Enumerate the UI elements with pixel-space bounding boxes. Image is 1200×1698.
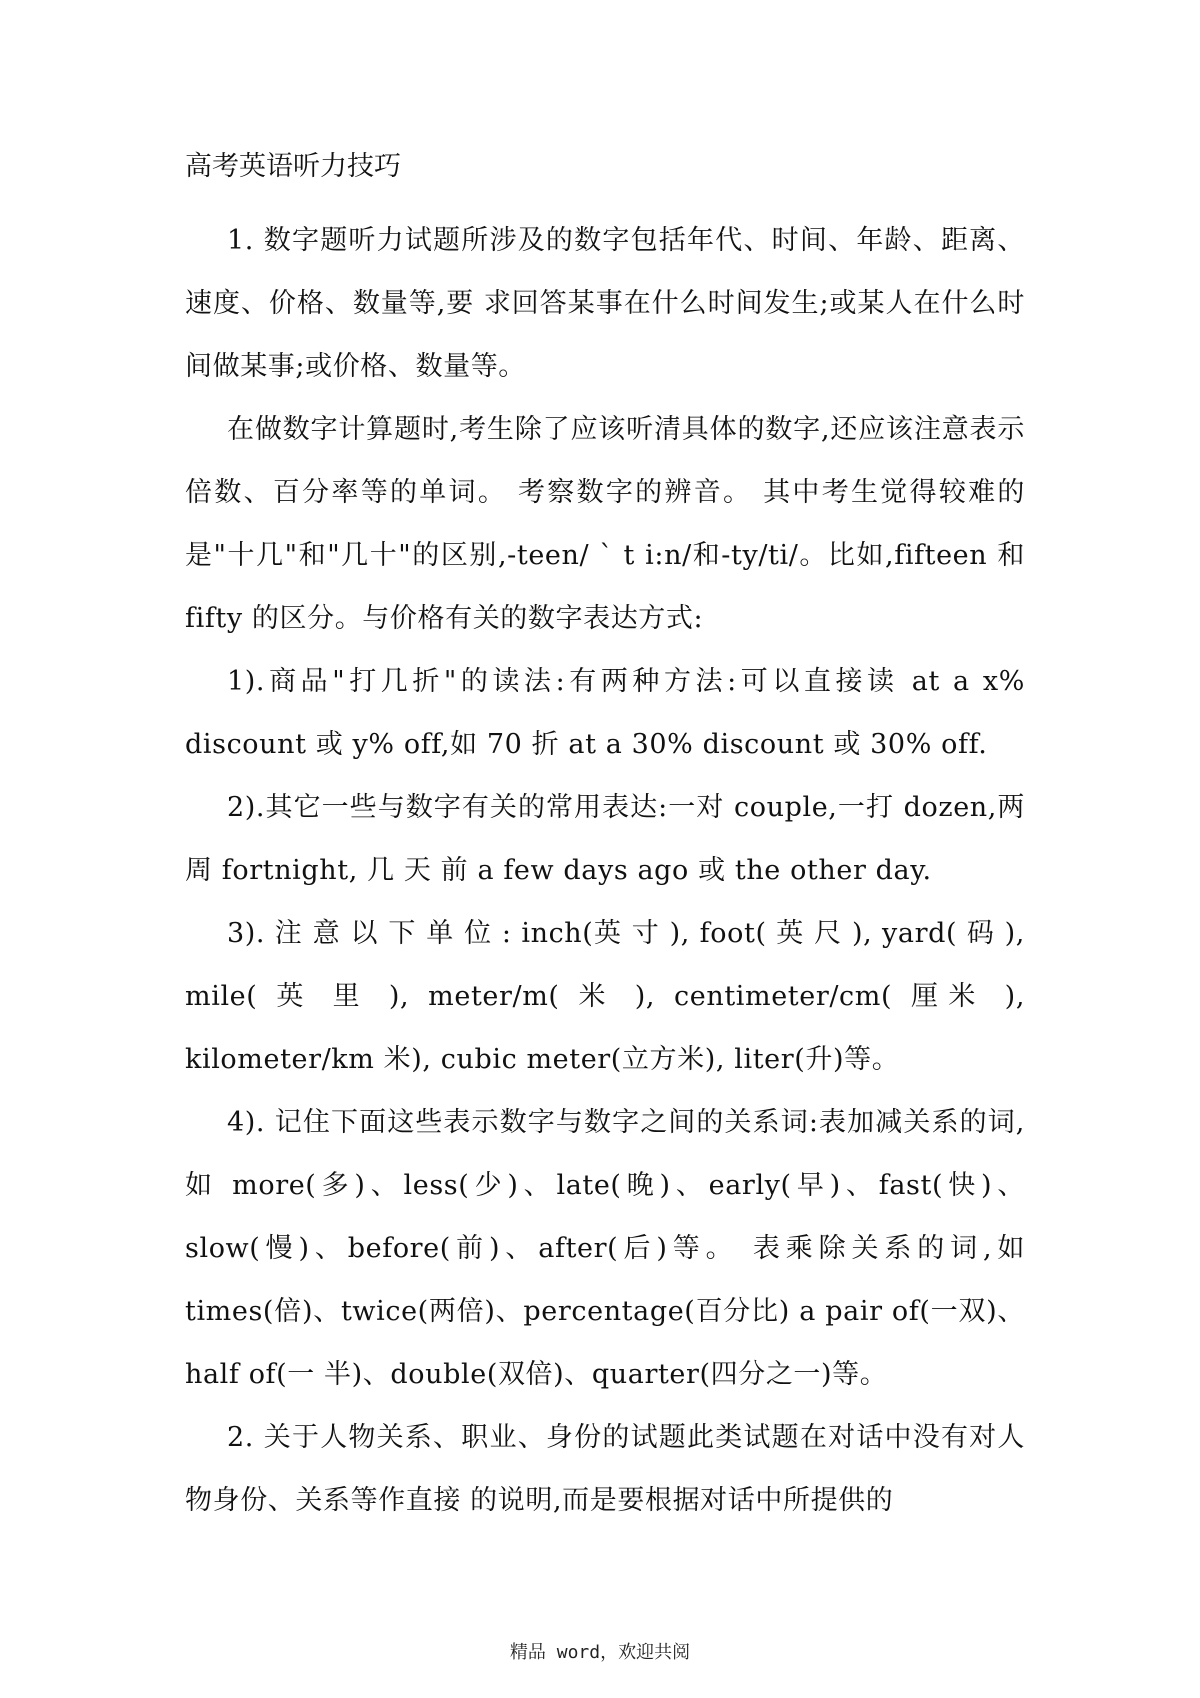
page-footer: 精品 word，欢迎共阅 [509,1642,691,1663]
document-body [185,150,1025,1532]
paragraph-4: 2).其它一些与数字有关的常用表达:一对 couple,一打 dozen,两周 fortnight, 几 天 前 a few days ago 或 the other day. [185,792,1025,886]
paragraph-2: 在做数字计算题时,考生除了应该听清具体的数字,还应该注意表示倍数、百分率等的单词。 考察数字的辨音。 其中考生觉得较难的是"十几"和"几十"的区别,-teen/ ` t i:n/和-ty/ti/。比如,fifteen 和 fifty 的区分。与价格有关的数字表达方式: [185,414,1025,634]
paragraph-1: 1. 数字题听力试题所涉及的数字包括年代、时间、年龄、距离、速度、价格、数量等,要 求回答某事在什么时间发生;或某人在什么时间做某事;或价格、数量等。 [185,225,1025,382]
paragraph-6: 4). 记住下面这些表示数字与数字之间的关系词:表加减关系的词,如 more(多)、less(少)、late(晚)、early(早)、fast(快)、slow(慢)、before(前)、after(后)等。 表乘除关系的词,如 times(倍)、twice(两倍)、percentage(百分比) a pair of(一双)、half of(一 半)、double(双倍)、quarter(四分之一)等。 [185,1107,1025,1390]
paragraph-5: 3). 注 意 以 下 单 位 : inch(英 寸 ), foot( 英 尺 ), yard( 码 ), mile( 英 里 ), meter/m( 米 ), centimeter/cm( 厘米 ), kilometer/km 米), cubic meter(立方米), liter(升)等。 [185,918,1025,1075]
paragraph-7: 2. 关于人物关系、职业、身份的试题此类试题在对话中没有对人物身份、关系等作直接 的说明,而是要根据对话中所提供的 [185,1422,1025,1516]
document-title: 高考英语听力技巧 [185,151,401,182]
paragraph-3: 1).商品"打几折"的读法:有两种方法:可以直接读 at a x% discount 或 y% off,如 70 折 at a 30% discount 或 30% off. [185,666,1025,760]
